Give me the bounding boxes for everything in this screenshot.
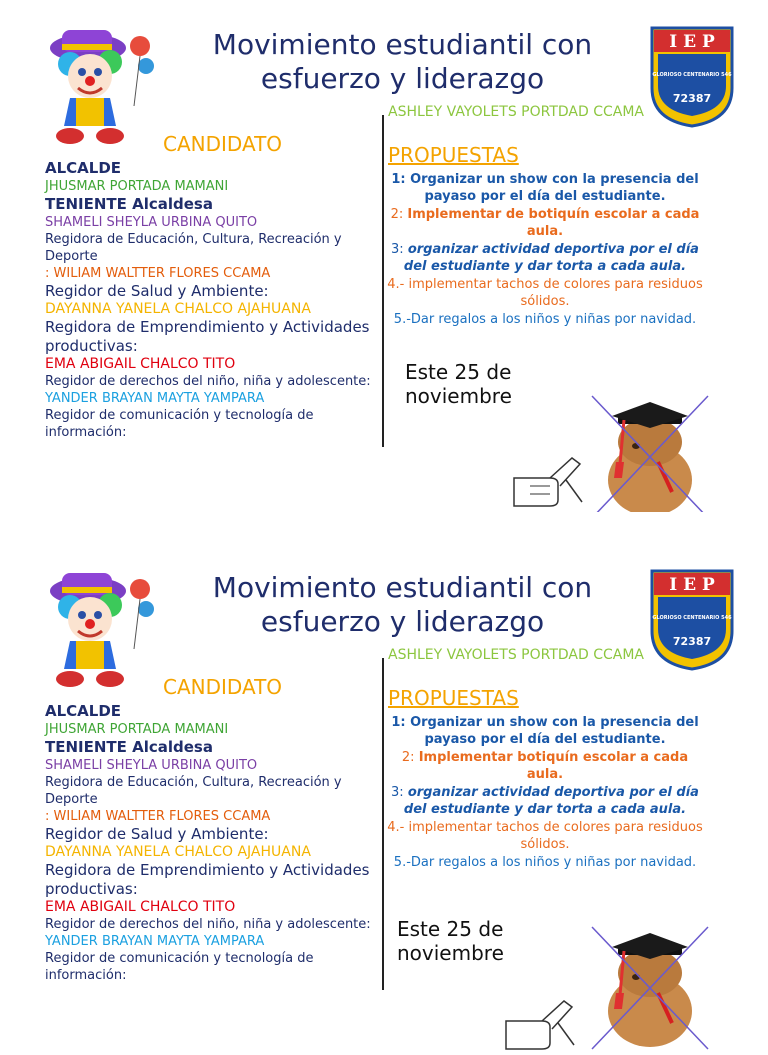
hand-writing-icon xyxy=(510,452,586,510)
candidato-heading: CANDIDATO xyxy=(163,132,283,156)
proposal-2-text: Implementar de botiquín escolar a cada aula. xyxy=(407,207,700,239)
alcalde-name: JHUSMAR PORTADA MAMANI xyxy=(45,179,229,194)
proposal-2-number: 2: xyxy=(390,207,408,222)
candidates-list xyxy=(45,159,375,441)
candidates-list xyxy=(45,702,375,984)
hand-writing-icon xyxy=(502,995,578,1053)
ashley-name: ASHLEY VAYOLETS PORTDAD CCAMA xyxy=(388,647,644,663)
logo-letters: I E P xyxy=(669,32,715,52)
date-note: Este 25 de noviembre xyxy=(405,360,512,408)
proposal-5: 5.-Dar regalos a los niños y niñas por navidad. xyxy=(393,855,697,870)
educacion-name: : WILIAM WALTTER FLORES CCAMA xyxy=(45,266,271,281)
teniente-role: TENIENTE Alcaldesa xyxy=(45,195,213,213)
comunic-role: Regidor de comunicación y tecnología de información: xyxy=(45,951,314,983)
proposal-4: 4.- implementar tachos de colores para residuos sólidos. xyxy=(387,277,703,309)
salud-name: DAYANNA YANELA CHALCO AJAHUANA xyxy=(45,844,311,860)
clown-mascot-icon xyxy=(40,569,158,697)
propuestas-heading: PROPUESTAS xyxy=(388,686,519,710)
column-divider xyxy=(382,658,384,990)
derechos-role: Regidor de derechos del niño, niña y adolescente: xyxy=(45,374,371,389)
flyer-title xyxy=(170,571,635,639)
proposals-list xyxy=(385,714,705,872)
proposal-3-number: 3: xyxy=(391,785,408,800)
flyer-top xyxy=(0,0,768,512)
proposal-5: 5.-Dar regalos a los niños y niñas por navidad. xyxy=(393,312,697,327)
comunic-role: Regidor de comunicación y tecnología de información: xyxy=(45,408,314,440)
proposal-4: 4.- implementar tachos de colores para residuos sólidos. xyxy=(387,820,703,852)
proposal-2-number: 2: xyxy=(401,750,419,765)
educacion-role: Regidora de Educación, Cultura, Recreación y Deporte xyxy=(45,232,342,264)
candidato-heading: CANDIDATO xyxy=(163,675,283,699)
logo-letters: I E P xyxy=(669,575,715,595)
salud-role: Regidor de Salud y Ambiente: xyxy=(45,825,269,843)
proposal-1: 1: Organizar un show con la presencia del payaso por el día del estudiante. xyxy=(391,172,699,204)
educacion-name: : WILIAM WALTTER FLORES CCAMA xyxy=(45,809,271,824)
emprend-role: Regidora de Emprendimiento y Actividades productivas: xyxy=(45,318,370,355)
clown-mascot-icon xyxy=(40,26,158,154)
emprend-role: Regidora de Emprendimiento y Actividades productivas: xyxy=(45,861,370,898)
logo-caption: GLORIOSO CENTENARIO 546 xyxy=(652,615,732,621)
emprend-name: EMA ABIGAIL CHALCO TITO xyxy=(45,899,236,915)
ashley-name: ASHLEY VAYOLETS PORTDAD CCAMA xyxy=(388,104,644,120)
teniente-role: TENIENTE Alcaldesa xyxy=(45,738,213,756)
derechos-name: YANDER BRAYAN MAYTA YAMPARA xyxy=(45,934,265,949)
title-line-2: esfuerzo y liderazgo xyxy=(260,62,545,95)
proposal-3 xyxy=(385,784,705,818)
salud-name: DAYANNA YANELA CHALCO AJAHUANA xyxy=(45,301,311,317)
alcalde-name: JHUSMAR PORTADA MAMANI xyxy=(45,722,229,737)
logo-number: 72387 xyxy=(672,92,712,105)
teniente-name: SHAMELI SHEYLA URBINA QUITO xyxy=(45,215,258,230)
title-line-1: Movimiento estudiantil con xyxy=(212,571,593,604)
proposal-2 xyxy=(385,206,705,240)
alcalde-role: ALCALDE xyxy=(45,159,122,177)
emprend-name: EMA ABIGAIL CHALCO TITO xyxy=(45,356,236,372)
teniente-name: SHAMELI SHEYLA URBINA QUITO xyxy=(45,758,258,773)
school-logo-icon xyxy=(648,567,736,671)
logo-caption: GLORIOSO CENTENARIO 546 xyxy=(652,72,732,78)
proposal-2 xyxy=(385,749,705,783)
logo-number: 72387 xyxy=(672,635,712,648)
column-divider xyxy=(382,115,384,447)
proposal-1: 1: Organizar un show con la presencia del payaso por el día del estudiante. xyxy=(391,715,699,747)
title-line-1: Movimiento estudiantil con xyxy=(212,28,593,61)
school-logo-icon xyxy=(648,24,736,128)
proposal-2-text: Implementar botiquín escolar a cada aula. xyxy=(418,750,689,782)
derechos-role: Regidor de derechos del niño, niña y adolescente: xyxy=(45,917,371,932)
proposal-3-number: 3: xyxy=(391,242,408,257)
flyer-title xyxy=(170,28,635,96)
educacion-role: Regidora de Educación, Cultura, Recreación y Deporte xyxy=(45,775,342,807)
proposal-3-text: organizar actividad deportiva por el día del estudiante y dar torta a cada aula. xyxy=(403,242,699,274)
salud-role: Regidor de Salud y Ambiente: xyxy=(45,282,269,300)
capybara-graduate-icon xyxy=(588,923,712,1053)
capybara-graduate-icon xyxy=(588,392,712,512)
flyer-bottom xyxy=(0,543,768,1055)
derechos-name: YANDER BRAYAN MAYTA YAMPARA xyxy=(45,391,265,406)
proposals-list xyxy=(385,171,705,329)
proposal-3-text: organizar actividad deportiva por el día del estudiante y dar torta a cada aula. xyxy=(403,785,699,817)
date-note: Este 25 de noviembre xyxy=(397,917,504,965)
title-line-2: esfuerzo y liderazgo xyxy=(260,605,545,638)
alcalde-role: ALCALDE xyxy=(45,702,122,720)
proposal-3 xyxy=(385,241,705,275)
propuestas-heading: PROPUESTAS xyxy=(388,143,519,167)
